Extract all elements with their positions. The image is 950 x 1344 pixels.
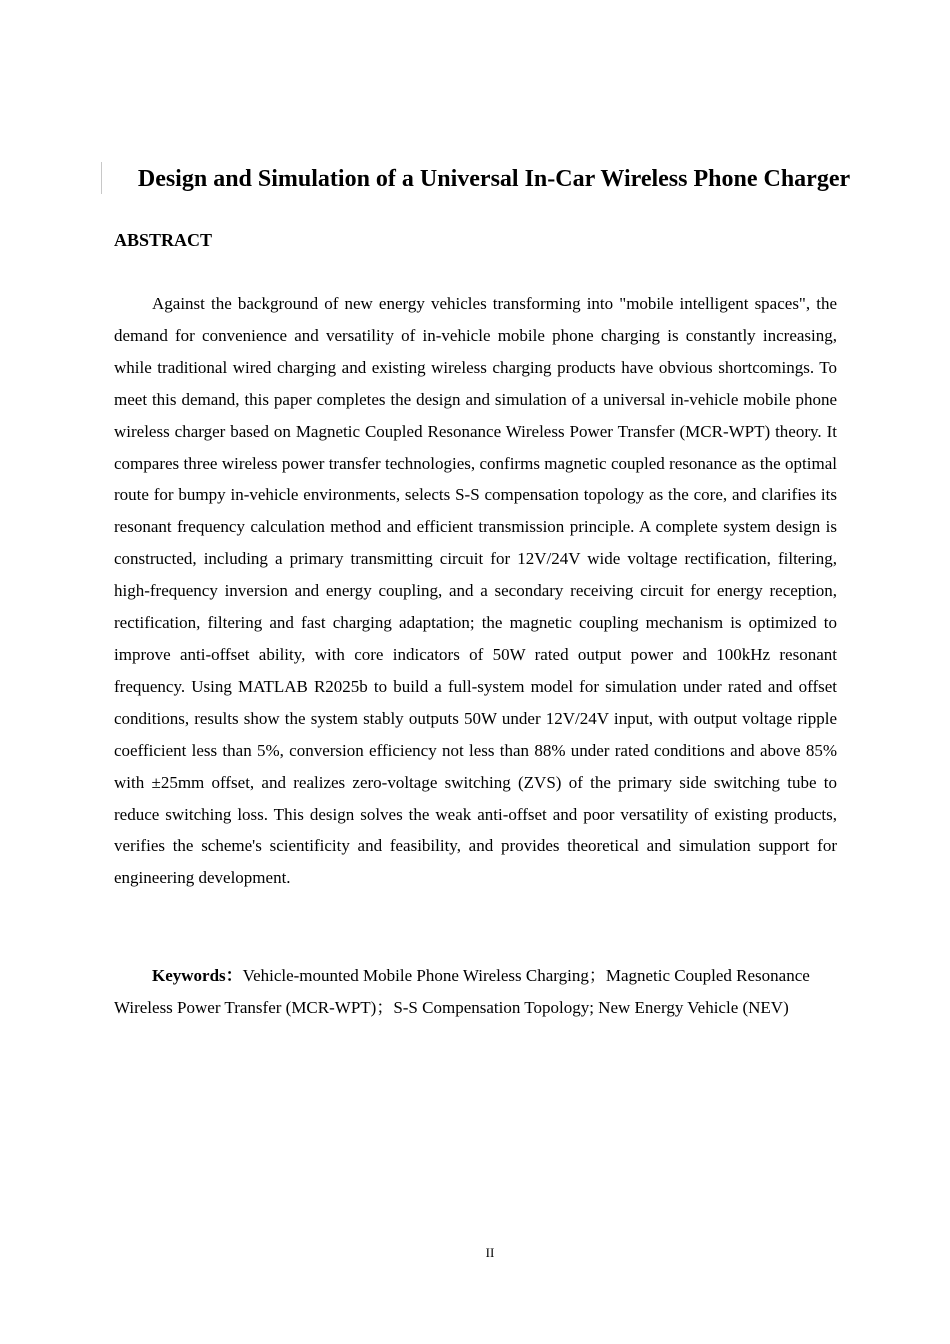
abstract-paragraph: Against the background of new energy vehicles transforming into "mobile intelligent spaces", the demand for convenience and versatility of in-vehicle mobile phone charging is constantly increasing, while traditional wired charging and existing wireless charging products have obvious shortcomings. To meet this demand, this paper completes the design and simulation of a universal in-vehicle mobile phone wireless charger based on Magnetic Coupled Resonance Wireless Power Transfer (MCR-WPT) theory. It compares three wireless power transfer technologies, confirms magnetic coupled resonance as the optimal route for bumpy in-vehicle environments, selects S-S compensation topology as the core, and clarifies its resonant frequency calculation method and efficient transmission principle. A complete system design is constructed, including a primary transmitting circuit for 12V/24V wide voltage rectification, filtering, high-frequency inversion and energy coupling, and a secondary receiving circuit for energy reception, rectification, filtering and fast charging adaptation; the magnetic coupling mechanism is optimized to improve anti-offset ability, with core indicators of 50W rated output power and 100kHz resonant frequency. Using MATLAB R2025b to build a full-system model for simulation under rated and offset conditions, results show the system stably outputs 50W under 12V/24V input, with output voltage ripple coefficient less than 5%, conversion efficiency not less than 88% under rated conditions and above 85% with ±25mm offset, and realizes zero-voltage switching (ZVS) of the primary side switching tube to reduce switching loss. This design solves the weak anti-offset and poor versatility of existing products, verifies the scheme's scientificity and feasibility, and provides theoretical and simulation support for engineering development.: [114, 294, 837, 888]
keywords-label: Keywords: [152, 966, 226, 985]
keywords-text: Vehicle-mounted Mobile Phone Wireless Charging；Magnetic Coupled Resonance Wireless Power Transfer (MCR-WPT)；S-S Compensation Topology; New Energy Vehicle (NEV): [114, 966, 810, 1017]
paper-title: Design and Simulation of a Universal In-Car Wireless Phone Charger: [137, 166, 851, 192]
abstract-heading: ABSTRACT: [114, 230, 213, 250]
page-number: II: [485, 1245, 495, 1260]
margin-marker: [101, 162, 102, 194]
keywords-paragraph: [114, 960, 837, 1024]
keywords-separator: ：: [225, 966, 243, 985]
